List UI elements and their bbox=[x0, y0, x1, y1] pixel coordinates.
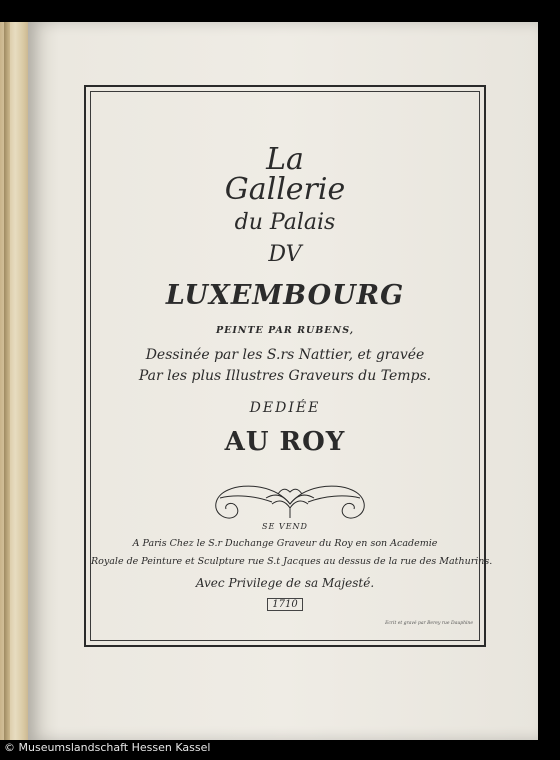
imprint-privilege: Avec Privilege de sa Majesté. bbox=[195, 576, 375, 590]
title-page bbox=[28, 22, 538, 740]
dedication-label: DEDIÉE bbox=[249, 400, 321, 416]
title-luxembourg: LUXEMBOURG bbox=[165, 280, 405, 311]
subtitle-painter: PEINTE PAR RUBENS, bbox=[215, 325, 355, 336]
subtitle-engravers: Par les plus Illustres Graveurs du Temps. bbox=[138, 368, 432, 384]
ornament-flourish bbox=[206, 474, 374, 526]
title-gallerie: Gallerie bbox=[224, 172, 346, 207]
page-border-inner bbox=[90, 91, 493, 641]
imprint-year-wrap bbox=[91, 598, 479, 611]
page-border bbox=[84, 85, 493, 647]
spine-strip bbox=[4, 22, 10, 740]
title-content bbox=[91, 92, 493, 640]
engraver-credit: Ecrit et gravé par Berey rue Dauphine bbox=[385, 621, 473, 626]
imprint-year: 1710 bbox=[267, 598, 302, 611]
copyright-footer: © Museumslandschaft Hessen Kassel bbox=[4, 741, 211, 754]
imprint-se-vend: SE VEND bbox=[262, 522, 308, 531]
title-la: La bbox=[266, 142, 304, 177]
title-de: DV bbox=[268, 242, 302, 267]
title-palais: du Palais bbox=[234, 210, 336, 235]
imprint-paris: A Paris Chez le S.r Duchange Graveur du Roy en son Academie bbox=[132, 538, 438, 549]
imprint-royale: Royale de Peinture et Sculpture rue S.t Jacques au dessus de la rue des Mathurins. bbox=[91, 556, 493, 567]
dedication-name: AU ROY bbox=[224, 427, 346, 457]
subtitle-designer: Dessinée par les S.rs Nattier, et gravée bbox=[145, 347, 425, 363]
